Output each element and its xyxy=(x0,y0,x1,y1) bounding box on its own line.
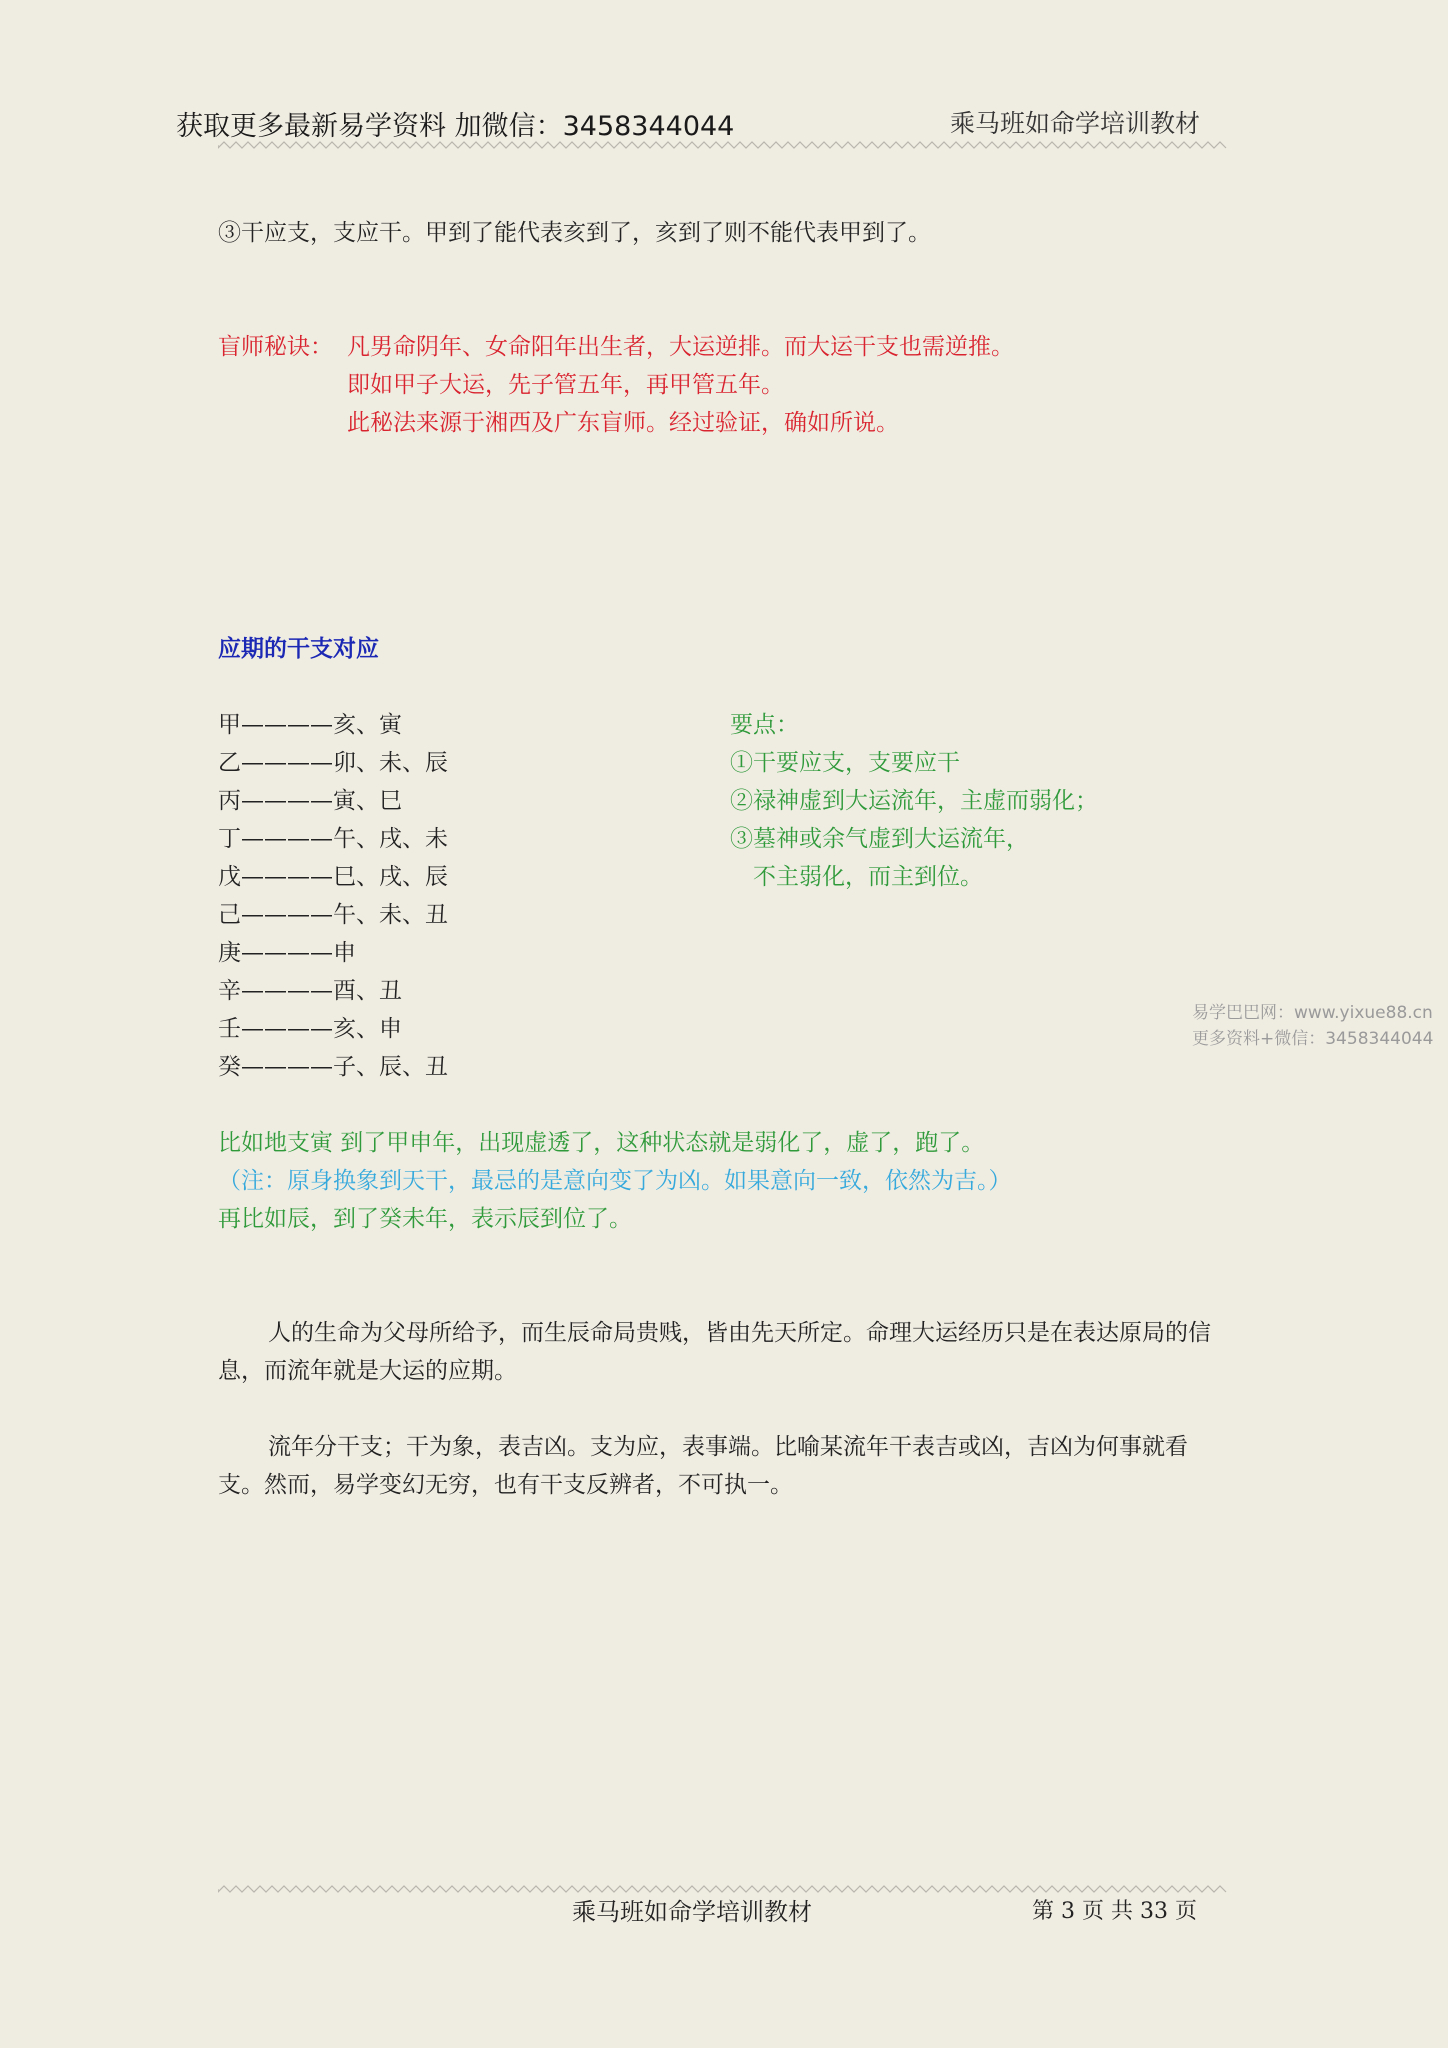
intro-line: ③干应支，支应干。甲到了能代表亥到了，亥到了则不能代表甲到了。 xyxy=(218,220,931,246)
mapping-row: 乙————卯、未、辰 xyxy=(218,750,448,776)
key-point-item: ②禄神虚到大运流年，主虚而弱化； xyxy=(730,788,1098,814)
mapping-row: 甲————亥、寅 xyxy=(218,712,402,738)
body-paragraph-2: 流年分干支；干为象，表吉凶。支为应，表事端。比喻某流年干表吉或凶，吉凶为何事就看支。然而，易学变幻无穷，也有干支反辨者，不可执一。 xyxy=(218,1434,1188,1498)
footer-book-title: 乘马班如命学培训教材 xyxy=(572,1898,812,1926)
secret-line: 凡男命阴年、女命阳年出生者，大运逆排。而大运干支也需逆推。 xyxy=(347,334,1014,360)
secret-lines xyxy=(347,328,1014,442)
mapping-row: 戊————巳、戌、辰 xyxy=(218,864,448,890)
body-paragraph-1: 人的生命为父母所给予，而生辰命局贵贱，皆由先天所定。命理大运经历只是在表达原局的信息，而流年就是大运的应期。 xyxy=(218,1320,1211,1384)
key-points xyxy=(730,706,1098,896)
stem-branch-mapping-list xyxy=(218,706,448,1086)
header-divider xyxy=(218,140,1230,150)
mapping-row: 丁————午、戌、未 xyxy=(218,826,448,852)
key-point-item: ③墓神或余气虚到大运流年， xyxy=(730,826,1029,852)
key-points-title: 要点： xyxy=(730,712,799,738)
secret-line: 此秘法来源于湘西及广东盲师。经过验证，确如所说。 xyxy=(347,410,899,436)
watermark-site: 易学巴巴网：www.yixue88.cn xyxy=(1192,1003,1433,1023)
watermark-wechat: 更多资料+微信：3458344044 xyxy=(1192,1029,1434,1049)
mapping-row: 丙————寅、巳 xyxy=(218,788,402,814)
example-line-3: 再比如辰，到了癸未年，表示辰到位了。 xyxy=(218,1206,632,1232)
secret-label: 盲师秘诀： xyxy=(218,334,333,360)
mapping-row: 癸————子、辰、丑 xyxy=(218,1054,448,1080)
section-title: 应期的干支对应 xyxy=(218,635,379,662)
header-contact-text: 获取更多最新易学资料 加微信：3458344044 xyxy=(176,111,735,142)
example-note: （注：原身换象到天干，最忌的是意向变了为凶。如果意向一致，依然为吉。） xyxy=(218,1168,1012,1194)
mapping-row: 辛————酉、丑 xyxy=(218,978,402,1004)
mapping-row: 壬————亥、申 xyxy=(218,1016,402,1042)
mapping-row: 己————午、未、丑 xyxy=(218,902,448,928)
secret-line: 即如甲子大运，先子管五年，再甲管五年。 xyxy=(347,372,784,398)
key-point-item: ①干要应支，支要应干 xyxy=(730,750,960,776)
mapping-row: 庚————申 xyxy=(218,940,356,966)
key-point-item: 不主弱化，而主到位。 xyxy=(730,864,983,890)
example-line-1: 比如地支寅 到了甲申年，出现虚透了，这种状态就是弱化了，虚了，跑了。 xyxy=(218,1130,985,1156)
page-number: 第 3 页 共 33 页 xyxy=(1032,1899,1197,1924)
header-book-title: 乘马班如命学培训教材 xyxy=(950,109,1201,138)
